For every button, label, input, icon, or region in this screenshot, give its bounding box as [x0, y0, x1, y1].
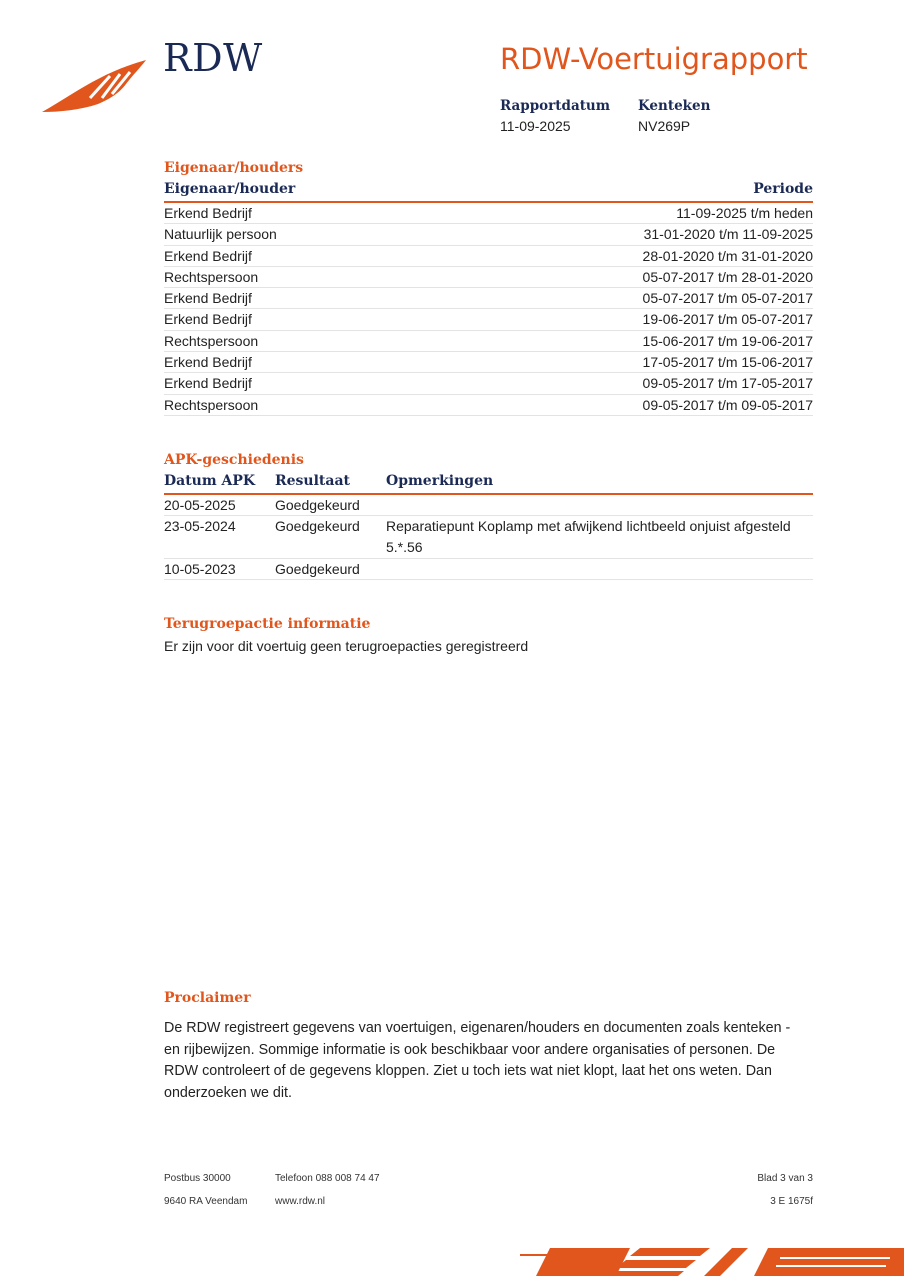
owner-cell: Natuurlijk persoon [164, 226, 277, 243]
owner-cell: Erkend Bedrijf [164, 247, 252, 264]
period-cell: 28-01-2020 t/m 31-01-2020 [642, 247, 813, 264]
period-cell: 09-05-2017 t/m 09-05-2017 [642, 396, 813, 413]
table-row [164, 309, 813, 330]
footer-address: 9640 RA Veendam [164, 1196, 248, 1207]
report-date-value: 11-09-2025 [500, 118, 571, 134]
apk-result-cell: Goedgekeurd [275, 518, 360, 535]
table-row [164, 559, 813, 580]
disclaimer-text: De RDW registreert gegevens van voertuigen, eigenaren/houders en documenten zoals kenteken - en rijbewijzen. Sommige informatie is ook beschikbaar voor andere organisaties of personen. De RDW controleert of de gegevens kloppen. Ziet u toch iets wat niet klopt, laat het ons weten. Dan onderzoeken we dit. [164, 1020, 791, 1101]
table-row [164, 373, 813, 394]
apk-section-title: APK-geschiedenis [164, 452, 304, 468]
apk-remarks-column-header: Opmerkingen [386, 473, 494, 489]
table-row [164, 331, 813, 352]
orange-stripes-decoration-icon [520, 1244, 904, 1280]
period-cell: 11-09-2025 t/m heden [676, 205, 813, 221]
footer-postbus: Postbus 30000 [164, 1173, 231, 1184]
owner-cell: Erkend Bedrijf [164, 205, 252, 221]
table-row [164, 352, 813, 373]
rdw-feather-logo-icon [40, 58, 148, 114]
apk-date-column-header: Datum APK [164, 473, 256, 489]
owner-cell: Erkend Bedrijf [164, 311, 252, 328]
recall-section-title: Terugroepactie informatie [164, 616, 371, 632]
plate-label: Kenteken [638, 98, 711, 114]
apk-result-cell: Goedgekeurd [275, 560, 360, 577]
period-cell: 17-05-2017 t/m 15-06-2017 [642, 354, 813, 371]
period-cell: 15-06-2017 t/m 19-06-2017 [642, 332, 813, 349]
footer-document-code: 3 E 1675f [770, 1196, 813, 1207]
period-cell: 31-01-2020 t/m 11-09-2025 [643, 226, 813, 243]
table-row [164, 288, 813, 309]
owners-section-title: Eigenaar/houders [164, 160, 304, 176]
apk-table [164, 473, 813, 580]
table-row [164, 395, 813, 416]
owner-column-header: Eigenaar/houder [164, 181, 296, 197]
table-row [164, 224, 813, 245]
owner-cell: Rechtspersoon [164, 396, 259, 413]
period-column-header: Periode [753, 181, 813, 197]
footer-page-number: Blad 3 van 3 [757, 1173, 813, 1184]
apk-date-cell: 20-05-2025 [164, 497, 236, 513]
owner-cell: Erkend Bedrijf [164, 375, 252, 392]
apk-remarks-cell: Reparatiepunt Koplamp met afwijkend lichtbeeld onjuist afgesteld 5.*.56 [386, 518, 791, 556]
owner-cell: Rechtspersoon [164, 332, 259, 349]
period-cell: 09-05-2017 t/m 17-05-2017 [642, 375, 813, 392]
period-cell: 05-07-2017 t/m 28-01-2020 [642, 268, 813, 285]
table-row [164, 267, 813, 288]
footer-phone: Telefoon 088 008 74 47 [275, 1173, 380, 1184]
apk-date-cell: 10-05-2023 [164, 560, 236, 577]
owners-table-header [164, 181, 813, 203]
apk-result-column-header: Resultaat [275, 473, 350, 489]
period-cell: 19-06-2017 t/m 05-07-2017 [642, 311, 813, 328]
table-row [164, 246, 813, 267]
period-cell: 05-07-2017 t/m 05-07-2017 [642, 290, 813, 307]
table-row [164, 203, 813, 224]
apk-table-header [164, 473, 813, 495]
owner-cell: Erkend Bedrijf [164, 290, 252, 307]
plate-value: NV269P [638, 118, 691, 134]
owners-table [164, 181, 813, 416]
apk-date-cell: 23-05-2024 [164, 518, 236, 535]
apk-result-cell: Goedgekeurd [275, 497, 360, 513]
report-date-label: Rapportdatum [500, 98, 611, 114]
footer-website[interactable]: www.rdw.nl [275, 1196, 326, 1207]
document-title: RDW-Voertuigrapport [500, 42, 808, 76]
table-row [164, 495, 813, 516]
disclaimer-section-title: Proclaimer [164, 990, 251, 1006]
owner-cell: Erkend Bedrijf [164, 354, 252, 371]
recall-text: Er zijn voor dit voertuig geen terugroepacties geregistreerd [164, 638, 529, 654]
owner-cell: Rechtspersoon [164, 268, 259, 285]
logo-text: RDW [163, 36, 263, 80]
table-row [164, 516, 813, 559]
